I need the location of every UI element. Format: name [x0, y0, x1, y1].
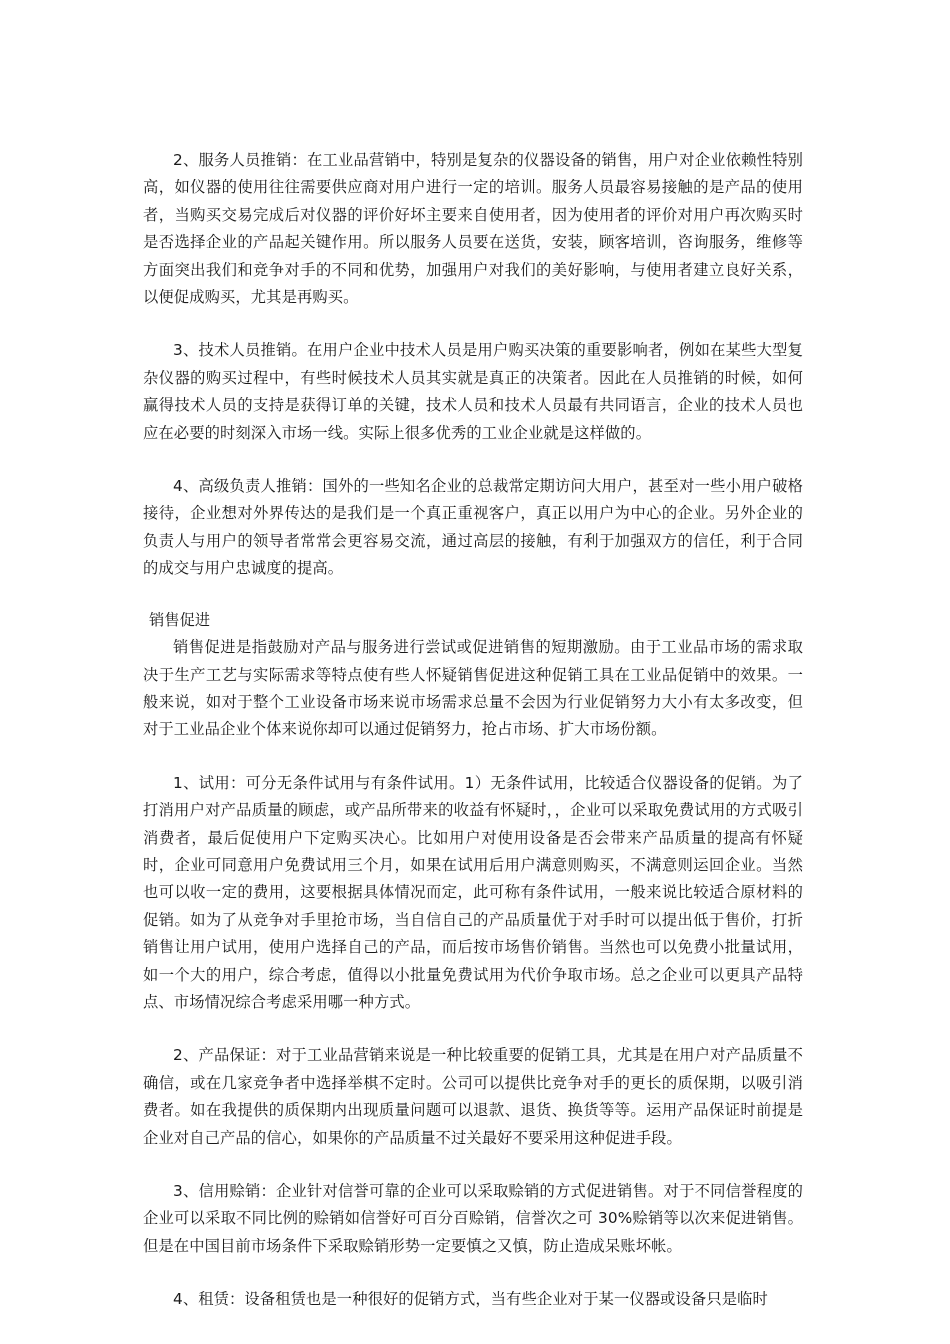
paragraph-trial: 1、试用：可分无条件试用与有条件试用。1）无条件试用，比较适合仪器设备的促销。为了打消用户对产品质量的顾虑，或产品所带来的收益有怀疑时，，企业可以采取免费试用的方式吸引消费者，最后促使用户下定购买决心。比如用户对使用设备是否会带来产品质量的提高有怀疑时，企业可同意用户免费试用三个月，如果在试用后用户满意则购买，不满意则运回企业。当然也可以收一定的费用，这要根据具体情况而定，此可称有条件试用，一般来说比较适合原材料的促销。如为了从竞争对手里抢市场，当自信自己的产品质量优于对手时可以提出低于售价，打折销售让用户试用，使用户选择自己的产品，而后按市场售价销售。当然也可以免费小批量试用，如一个大的用户，综合考虑，值得以小批量免费试用为代价争取市场。总之企业可以更具产品特点、市场情况综合考虑采用哪一种方式。 — [143, 773, 803, 1011]
document-page — [143, 147, 803, 1314]
paragraph-executive-selling: 4、高级负责人推销：国外的一些知名企业的总裁常定期访问大用户，甚至对一些小用户破格接待，企业想对外界传达的是我们是一个真正重视客户，真正以用户为中心的企业。另外企业的负责人与用户的领导者常常会更容易交流，通过高层的接触，有利于加强双方的信任，利于合同的成交与用户忠诚度的提高。 — [143, 477, 803, 578]
paragraph-technical-staff-selling: 3、技术人员推销。在用户企业中技术人员是用户购买决策的重要影响者，例如在某些大型复杂仪器的购买过程中，有些时候技术人员其实就是真正的决策者。因此在人员推销的时候，如何赢得技术人员的支持是获得订单的关键，技术人员和技术人员最有共同语言，企业的技术人员也应在必要的时刻深入市场一线。实际上很多优秀的工业企业就是这样做的。 — [143, 341, 803, 442]
paragraph-leasing: 4、租赁：设备租赁也是一种很好的促销方式，当有些企业对于某一仪器或设备只是临时 — [173, 1290, 768, 1309]
paragraph-sales-promotion-intro: 销售促进是指鼓励对产品与服务进行尝试或促进销售的短期激励。由于工业品市场的需求取决于生产工艺与实际需求等特点使有些人怀疑销售促进这种促销工具在工业品促销中的效果。一般来说，如对于整个工业设备市场来说市场需求总量不会因为行业促销努力大小有太多改变，但对于工业品企业个体来说你却可以通过促销努力，抢占市场、扩大市场份额。 — [143, 638, 803, 739]
paragraph-service-staff-selling: 2、服务人员推销：在工业品营销中，特别是复杂的仪器设备的销售，用户对企业依赖性特别高，如仪器的使用往往需要供应商对用户进行一定的培训。服务人员最容易接触的是产品的使用者，当购买交易完成后对仪器的评价好坏主要来自使用者，因为使用者的评价对用户再次购买时是否选择企业的产品起关键作用。所以服务人员要在送货，安装，顾客培训，咨询服务，维修等方面突出我们和竞争对手的不同和优势，加强用户对我们的美好影响，与使用者建立良好关系，以便促成购买，尤其是再购买。 — [143, 151, 803, 307]
paragraph-credit-sales: 3、信用赊销：企业针对信誉可靠的企业可以采取赊销的方式促进销售。对于不同信誉程度的企业可以采取不同比例的赊销如信誉好可百分百赊销，信誉次之可 30%赊销等以次来促进销售。但是在中国目前市场条件下采取赊销形势一定要慎之又慎，防止造成呆账坏帐。 — [143, 1182, 803, 1255]
section-heading-sales-promotion: 销售促进 — [149, 610, 211, 629]
paragraph-product-guarantee: 2、产品保证：对于工业品营销来说是一种比较重要的促销工具，尤其是在用户对产品质量不确信，或在几家竞争者中选择举棋不定时。公司可以提供比竞争对手的更长的质保期，以吸引消费者。如在我提供的质保期内出现质量问题可以退款、退货、换货等等。运用产品保证时前提是企业对自己产品的信心，如果你的产品质量不过关最好不要采用这种促进手段。 — [143, 1046, 803, 1147]
